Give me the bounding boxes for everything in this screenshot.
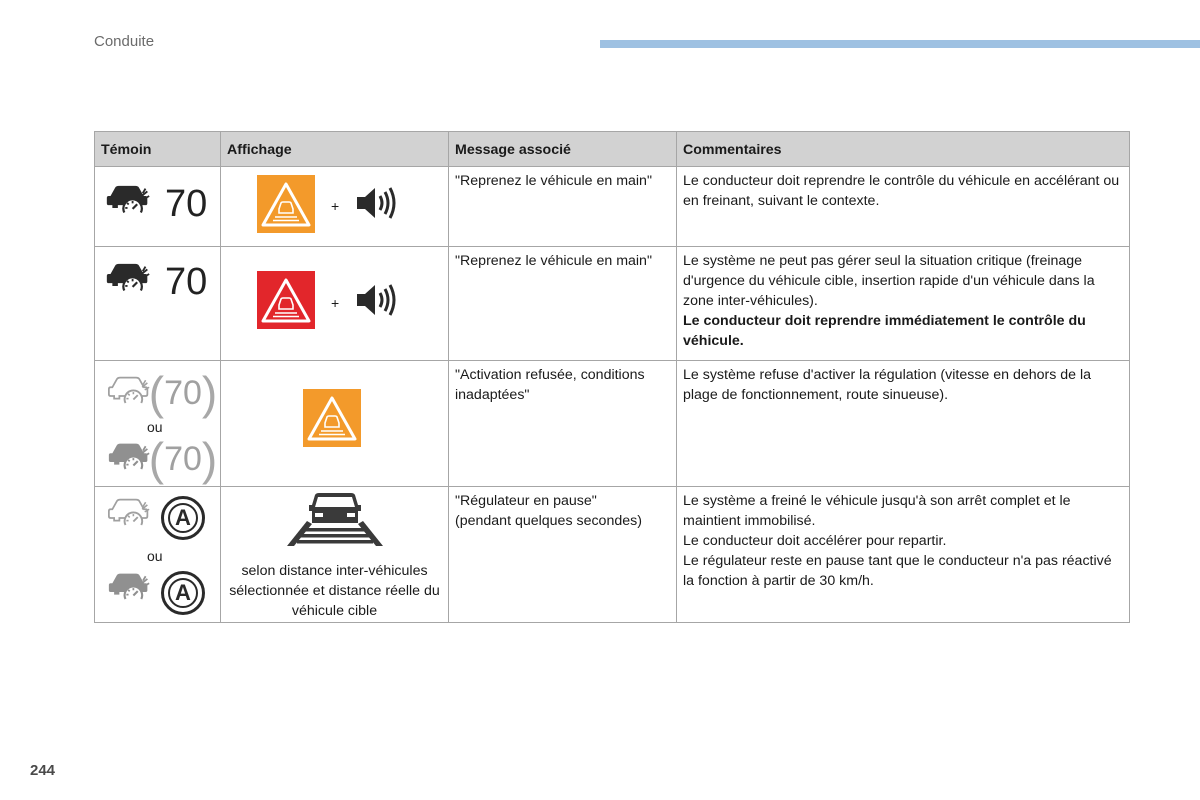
warning-table — [94, 131, 1130, 623]
car-gauge-icon — [105, 183, 151, 220]
section-title: Conduite — [94, 33, 155, 50]
car-gauge-outline-icon — [107, 497, 151, 532]
header-message: Message associé — [449, 132, 677, 167]
speed-value: 70 — [164, 374, 202, 412]
message-subtext: (pendant quelques secondes) — [455, 513, 642, 529]
comment-line: Le régulateur reste en pause tant que le conducteur n'a pas réactivé la fonction à partir de 30 km/h. — [683, 553, 1112, 589]
plus-sign: + — [331, 198, 340, 214]
message-text: "Activation refusée, conditions inadaptées" — [455, 367, 645, 403]
message-text: "Reprenez le véhicule en main" — [455, 173, 652, 189]
message-cell — [449, 167, 677, 247]
comment-bold-text: Le conducteur doit reprendre immédiatement le contrôle du véhicule. — [683, 313, 1086, 349]
comment-cell — [677, 487, 1130, 623]
comment-cell — [677, 361, 1130, 487]
header-commentaires: Commentaires — [677, 132, 1130, 167]
speaker-icon — [355, 282, 399, 318]
header-affichage: Affichage — [221, 132, 449, 167]
auto-regulation-icon — [161, 571, 205, 615]
speed-value-circled: ( 70 ) — [148, 433, 218, 485]
ou-label: ou — [147, 548, 163, 564]
speed-value: 70 — [164, 440, 202, 478]
warning-box — [257, 175, 315, 233]
comment-text: Le système refuse d'activer la régulation (vitesse en dehors de la plage de fonctionnement, route sinueuse). — [683, 367, 1092, 403]
warning-triangle-icon — [303, 389, 361, 447]
auto-letter: A — [168, 578, 198, 608]
speed-value-circled: ( 70 ) — [148, 367, 218, 419]
message-cell — [449, 487, 677, 623]
table-row — [95, 487, 1130, 623]
table-header-row — [95, 132, 1130, 167]
table-row — [95, 247, 1130, 361]
temoin-cell — [95, 167, 221, 247]
auto-regulation-icon — [161, 496, 205, 540]
page-number: 244 — [30, 762, 56, 779]
ou-label: ou — [147, 419, 163, 435]
temoin-cell — [95, 247, 221, 361]
temoin-cell — [95, 487, 221, 623]
temoin-cell — [95, 361, 221, 487]
message-text: "Régulateur en pause" — [455, 493, 597, 509]
distance-caption: selon distance inter-véhicules sélectionnée et distance réelle du véhicule cible — [229, 563, 440, 619]
comment-cell — [677, 247, 1130, 361]
speed-value: 70 — [165, 261, 208, 303]
comment-text: Le système ne peut pas gérer seul la situation critique (freinage d'urgence du véhicule cible, insertion rapide d'un véhicule dans la zone inter-véhicules). — [683, 253, 1095, 309]
table-row — [95, 361, 1130, 487]
speaker-icon — [355, 185, 399, 221]
vehicle-distance-icon — [285, 491, 385, 547]
header-accent-bar — [600, 40, 1200, 48]
comment-cell — [677, 167, 1130, 247]
warning-box — [257, 271, 315, 329]
auto-letter: A — [168, 503, 198, 533]
affichage-cell — [221, 167, 449, 247]
car-gauge-icon — [107, 441, 151, 476]
warning-triangle-icon — [257, 175, 315, 233]
header-temoin: Témoin — [95, 132, 221, 167]
message-text: "Reprenez le véhicule en main" — [455, 253, 652, 269]
comment-line: Le conducteur doit accélérer pour repartir. — [683, 533, 947, 549]
affichage-cell — [221, 487, 449, 623]
message-cell — [449, 361, 677, 487]
comment-text: Le conducteur doit reprendre le contrôle du véhicule en accélérant ou en freinant, suivant le contexte. — [683, 173, 1120, 209]
warning-triangle-icon — [257, 271, 315, 329]
affichage-cell — [221, 247, 449, 361]
comment-line: Le système a freiné le véhicule jusqu'à son arrêt complet et le maintient immobilisé. — [683, 493, 1071, 529]
plus-sign: + — [331, 295, 340, 311]
affichage-cell — [221, 361, 449, 487]
warning-box — [303, 389, 361, 447]
message-cell — [449, 247, 677, 361]
car-gauge-outline-icon — [107, 375, 151, 410]
car-gauge-icon — [107, 571, 151, 606]
speed-value: 70 — [165, 183, 208, 225]
car-gauge-icon — [105, 261, 151, 298]
table-row — [95, 167, 1130, 247]
